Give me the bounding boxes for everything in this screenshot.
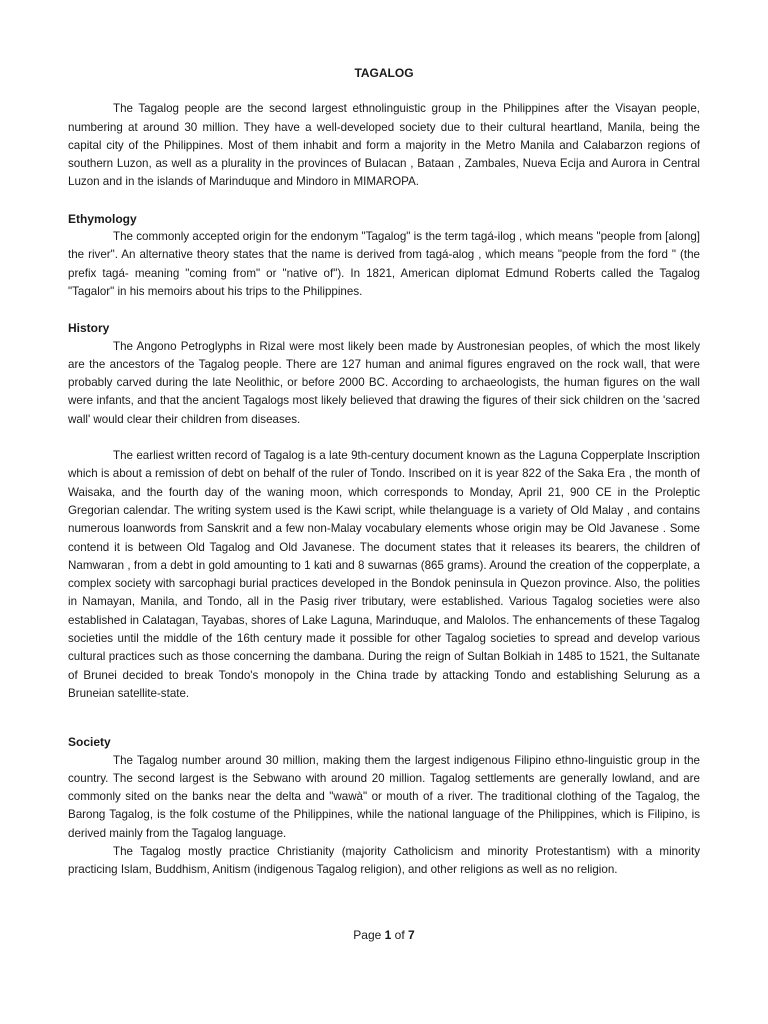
ethymology-paragraph: The commonly accepted origin for the endonym "Tagalog" is the term tagá-ilog , which means "people from [along] the river". An alternative theory states that the name is derived from tagá-alog , which means "people from the ford " (the prefix tagá- meaning "coming from" or "native of"). In 1821, American diplomat Edmund Roberts called the Tagalog "Tagalor" in his memoirs about his trips to the Philippines.	[68, 230, 700, 298]
page-of: of	[394, 928, 405, 942]
section-heading-history: History	[68, 321, 110, 336]
spacer	[68, 192, 700, 210]
page-label: Page	[353, 928, 382, 942]
document-title: TAGALOG	[354, 66, 414, 80]
spacer	[68, 301, 700, 319]
society-paragraph-1: The Tagalog number around 30 million, making them the largest indigenous Filipino ethno-linguistic group in the country. The second largest is the Sebwano with around 20 million. Tagalog settlements are generally lowland, and are commonly sited on the banks near the delta and "wawà" or mouth of a river. The traditional clothing of the Tagalog, the Barong Tagalog, is the folk costume of the Philippines, while the national language of the Philippines, which is Filipino, is derived mainly from the Tagalog language.	[68, 753, 700, 840]
page-total: 7	[408, 928, 415, 942]
intro-paragraph: The Tagalog people are the second largest ethnolinguistic group in the Philippines after the Visayan people, numbering at around 30 million. They have a well-developed society due to their cultural heartland, Manila, being the capital city of the Philippines. Most of them inhabit and form a majority in the Metro Manila and Calabarzon regions of southern Luzon, as well as a plurality in the provinces of Bulacan , Bataan , Zambales, Nueva Ecija and Aurora in Central Luzon and in the islands of Marinduque and Mindoro in MIMAROPA.	[68, 102, 700, 189]
section-heading-society: Society	[68, 735, 111, 750]
history-paragraph-1: The Angono Petroglyphs in Rizal were most likely been made by Austronesian peoples, of which the most likely are the ancestors of the Tagalog people. There are 127 human and animal figures engraved on the rock wall, that were probably carved during the late Neolithic, or before 2000 BC. According to archaeologists, the human figures on the wall were infants, and that the ancient Tagalogs most likely believed that drawing the figures of their sick children on the 'sacred wall' would clear their children from diseases.	[68, 339, 700, 426]
document-page	[68, 64, 700, 880]
section-heading-ethymology: Ethymology	[68, 211, 137, 226]
history-paragraph-2: The earliest written record of Tagalog is a late 9th-century document known as the Laguna Copperplate Inscription which is about a remission of debt on behalf of the ruler of Tondo. Inscribed on it is year 822 of the Saka Era , the month of Waisaka, and the fourth day of the waning moon, which corresponds to Monday, April 21, 900 CE in the Proleptic Gregorian calendar. The writing system used is the Kawi script, while thelanguage is a variety of Old Malay , and contains numerous loanwords from Sanskrit and a few non-Malay vocabulary elements whose origin may be Old Javanese . Some contend it is between Old Tagalog and Old Javanese. The document states that it releases its bearers, the children of Namwaran , from a debt in gold amounting to 1 kati and 8 suwarnas (865 grams). Around the creation of the copperplate, a complex society with sarcophagi burial practices developed in the Bondok peninsula in Quezon province. Also, the polities in Namayan, Manila, and Tondo, all in the Pasig river tributary, were established. Various Tagalog societies were also established in Calatagan, Tayabas, shores of Lake Laguna, Marinduque, and Malolos. The enhancements of these Tagalog societies until the middle of the 16th century made it possible for other Tagalog societies to spread and develop various cultural practices such as those concerning the dambana. During the reign of Sultan Bolkiah in 1485 to 1521, the Sultanate of Brunei decided to break Tondo's monopoly in the China trade by attacking Tondo and establishing Selurung as a Bruneian satellite-state.	[68, 449, 700, 700]
spacer	[68, 429, 700, 447]
spacer	[68, 703, 700, 733]
page-current: 1	[384, 928, 392, 942]
society-paragraph-2: The Tagalog mostly practice Christianity (majority Catholicism and minority Protestantism) with a minority practicing Islam, Buddhism, Anitism (indigenous Tagalog religion), and other religions as well as no religion.	[68, 844, 700, 877]
page-footer	[0, 928, 768, 942]
